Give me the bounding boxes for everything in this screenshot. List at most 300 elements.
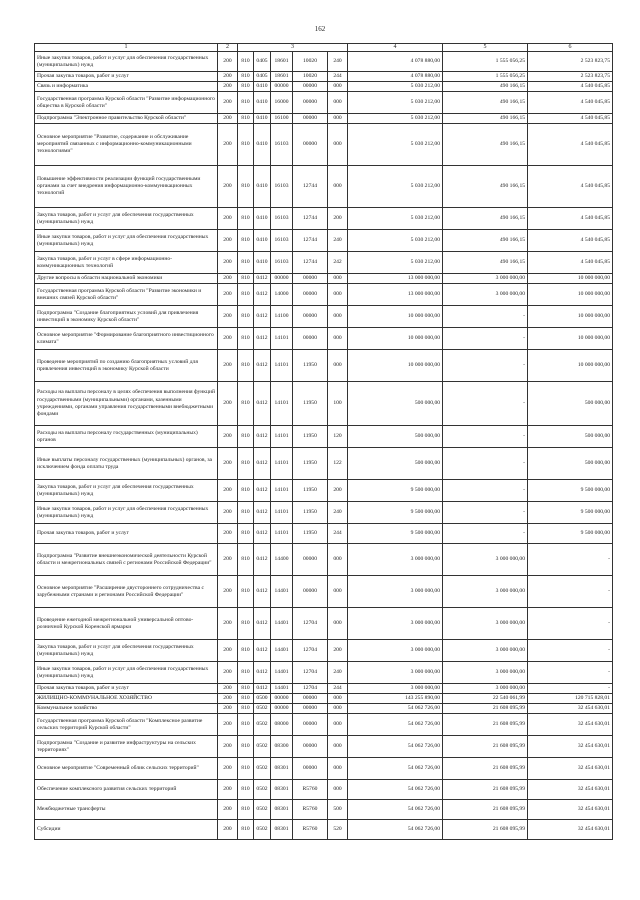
code-cell: 810 [238,82,254,92]
code-cell: 810 [238,72,254,82]
row-name: Другие вопросы в области национальной экономики [35,274,218,284]
table-row [35,694,613,704]
code-cell: R5760 [293,800,328,820]
table-row [35,82,613,92]
amount-cell: - [528,608,613,640]
code-cell: 000 [328,704,348,714]
code-cell: 200 [218,800,238,820]
table-row [35,274,613,284]
code-cell: 14101 [271,382,293,426]
code-cell: 000 [328,780,348,800]
amount-cell: 490 166,15 [443,252,528,274]
table-row [35,524,613,544]
amount-cell: 120 715 828,01 [528,694,613,704]
amount-cell: 9 500 000,00 [348,502,443,524]
code-cell: 200 [218,704,238,714]
row-name: Подпрограмма "Развитие внешнеэкономической деятельности Курской области и межрегиональных связей с регионами Российской Федерации" [35,544,218,576]
amount-cell: 3 000 000,00 [348,608,443,640]
amount-cell: - [443,448,528,480]
code-cell: 16103 [271,230,293,252]
code-cell: 810 [238,448,254,480]
code-cell: 08301 [271,758,293,780]
code-cell: 000 [328,328,348,350]
code-cell: 200 [218,448,238,480]
code-cell: 14101 [271,426,293,448]
row-name: Закупка товаров, работ и услуг для обеспечения государственных (муниципальных) нужд [35,208,218,230]
amount-cell: 9 500 000,00 [528,524,613,544]
code-cell: 200 [218,780,238,800]
code-cell: 200 [218,52,238,72]
amount-cell: - [443,328,528,350]
code-cell: 200 [218,640,238,662]
amount-cell: 490 166,15 [443,82,528,92]
code-cell: 244 [328,524,348,544]
amount-cell: 21 608 095,99 [443,736,528,758]
code-cell: 810 [238,426,254,448]
code-cell: 200 [218,284,238,306]
code-cell: 08301 [271,780,293,800]
code-cell: 200 [218,230,238,252]
code-cell: 200 [218,82,238,92]
table-row [35,608,613,640]
code-cell: 11950 [293,480,328,502]
code-cell: 200 [218,684,238,694]
amount-cell: 10 000 000,00 [528,328,613,350]
amount-cell: 4 540 045,85 [528,208,613,230]
code-cell: 500 [328,800,348,820]
amount-cell: 4 078 880,00 [348,52,443,72]
amount-cell: 5 030 212,00 [348,114,443,124]
code-cell: 200 [218,694,238,704]
amount-cell: 3 000 000,00 [348,662,443,684]
code-cell: 08000 [271,714,293,736]
code-cell: 11950 [293,448,328,480]
code-cell: 14401 [271,662,293,684]
row-name: Государственная программа Курской области "Развитие экономики и внешних связей Курской области" [35,284,218,306]
table-row [35,800,613,820]
amount-cell: 490 166,15 [443,208,528,230]
code-cell: 810 [238,208,254,230]
amount-cell: 1 555 056,25 [443,52,528,72]
row-name: Подпрограмма "Электронное правительство Курской области" [35,114,218,124]
table-row [35,502,613,524]
amount-cell: 4 540 045,85 [528,124,613,166]
code-cell: 14400 [271,544,293,576]
header-cell: 3 [238,44,348,52]
amount-cell: 13 000 000,00 [348,284,443,306]
code-cell: R5760 [293,820,328,840]
code-cell: 00000 [293,124,328,166]
code-cell: 0502 [254,800,271,820]
code-cell: 200 [218,820,238,840]
code-cell: 200 [218,480,238,502]
amount-cell: 32 454 630,01 [528,800,613,820]
code-cell: 200 [218,166,238,208]
amount-cell: 9 500 000,00 [528,502,613,524]
code-cell: 00000 [293,736,328,758]
code-cell: 240 [328,662,348,684]
table-row [35,820,613,840]
code-cell: 200 [328,480,348,502]
table-row [35,350,613,382]
row-name: Иные выплаты персоналу государственных (муниципальных) органов, за исключением фонда оплаты труда [35,448,218,480]
header-cell: 1 [35,44,218,52]
code-cell: 810 [238,252,254,274]
amount-cell: 3 000 000,00 [443,640,528,662]
code-cell: 244 [328,72,348,82]
code-cell: 00000 [271,704,293,714]
code-cell: 810 [238,114,254,124]
code-cell: 0412 [254,608,271,640]
code-cell: 0412 [254,502,271,524]
code-cell: 14401 [271,684,293,694]
code-cell: 200 [218,736,238,758]
code-cell: 11950 [293,502,328,524]
table-row [35,544,613,576]
code-cell: 14000 [271,284,293,306]
code-cell: 16103 [271,166,293,208]
code-cell: 0412 [254,576,271,608]
code-cell: 0412 [254,544,271,576]
code-cell: 18601 [271,52,293,72]
code-cell: 00000 [293,82,328,92]
row-name: Основное мероприятие "Развитие, содержание и обслуживание мероприятий связанных с информационно-коммуникационными технологиями" [35,124,218,166]
code-cell: 810 [238,758,254,780]
code-cell: R5760 [293,780,328,800]
amount-cell: 10 000 000,00 [348,328,443,350]
code-cell: 200 [218,758,238,780]
amount-cell: 3 000 000,00 [348,576,443,608]
code-cell: 200 [218,544,238,576]
code-cell: 14101 [271,328,293,350]
code-cell: 00000 [293,544,328,576]
code-cell: 200 [218,524,238,544]
amount-cell: 4 540 045,85 [528,82,613,92]
header-cell: 2 [218,44,238,52]
amount-cell: 9 500 000,00 [348,480,443,502]
code-cell: 14101 [271,448,293,480]
code-cell: 11950 [293,524,328,544]
code-cell: 000 [328,758,348,780]
row-name: Подпрограмма "Создание благоприятных условий для привлечения инвестиций в экономику Курской области" [35,306,218,328]
amount-cell: 4 540 045,85 [528,166,613,208]
code-cell: 00000 [271,694,293,704]
code-cell: 000 [328,576,348,608]
amount-cell: 54 062 726,00 [348,704,443,714]
amount-cell: 54 062 726,00 [348,736,443,758]
amount-cell: 54 062 726,00 [348,758,443,780]
code-cell: 810 [238,684,254,694]
code-cell: 200 [218,576,238,608]
amount-cell: 54 062 726,00 [348,800,443,820]
code-cell: 0412 [254,448,271,480]
amount-cell: 3 000 000,00 [348,684,443,694]
code-cell: 810 [238,480,254,502]
row-name: Проведение ежегодной межрегиональной универсальной оптово-розничной Курской Коренской ярмарки [35,608,218,640]
code-cell: 810 [238,704,254,714]
code-cell: 08301 [271,820,293,840]
code-cell: 810 [238,736,254,758]
code-cell: 242 [328,252,348,274]
code-cell: 240 [328,230,348,252]
code-cell: 12704 [293,684,328,694]
table-row [35,736,613,758]
amount-cell: 5 030 212,00 [348,166,443,208]
row-name: Повышение эффективности реализации функций государственными органами за счет внедрения информационно-коммуникационных технологий [35,166,218,208]
amount-cell: 3 000 000,00 [443,576,528,608]
amount-cell: 21 608 095,99 [443,758,528,780]
amount-cell: 21 608 095,99 [443,820,528,840]
amount-cell: 3 000 000,00 [443,608,528,640]
code-cell: 122 [328,448,348,480]
code-cell: 0412 [254,524,271,544]
table-row [35,208,613,230]
code-cell: 810 [238,662,254,684]
amount-cell: 490 166,15 [443,230,528,252]
amount-cell: 500 000,00 [348,426,443,448]
code-cell: 810 [238,350,254,382]
amount-cell: 4 540 045,85 [528,114,613,124]
amount-cell: - [528,684,613,694]
row-name: Закупка товаров, работ и услуг для обеспечения государственных (муниципальных) нужд [35,640,218,662]
code-cell: 00000 [293,92,328,114]
code-cell: 0410 [254,114,271,124]
table-row [35,230,613,252]
amount-cell: 5 030 212,00 [348,208,443,230]
row-name: Связь и информатика [35,82,218,92]
table-row [35,72,613,82]
code-cell: 0500 [254,694,271,704]
code-cell: 11950 [293,350,328,382]
amount-cell: 5 030 212,00 [348,252,443,274]
table-row [35,426,613,448]
code-cell: 0412 [254,662,271,684]
code-cell: 200 [218,662,238,684]
code-cell: 00000 [293,694,328,704]
code-cell: 0412 [254,274,271,284]
amount-cell: 3 000 000,00 [443,274,528,284]
table-row [35,92,613,114]
amount-cell: 2 523 823,75 [528,52,613,72]
code-cell: 810 [238,800,254,820]
code-cell: 240 [328,502,348,524]
code-cell: 0412 [254,306,271,328]
amount-cell: 32 454 630,01 [528,714,613,736]
amount-cell: 4 078 880,00 [348,72,443,82]
code-cell: 0502 [254,704,271,714]
table-row [35,166,613,208]
amount-cell: 54 062 726,00 [348,780,443,800]
code-cell: 200 [328,640,348,662]
table-row [35,662,613,684]
table-row [35,714,613,736]
amount-cell: 21 608 095,99 [443,704,528,714]
amount-cell: - [528,544,613,576]
row-name: Иные закупки товаров, работ и услуг для обеспечения государственных (муниципальных) нужд [35,230,218,252]
amount-cell: - [443,502,528,524]
row-name: Проведение мероприятий по созданию благоприятных условий для привлечения инвестиций в экономику Курской области [35,350,218,382]
table-row [35,124,613,166]
code-cell: 00000 [271,274,293,284]
code-cell: 200 [218,306,238,328]
row-name: Прочая закупка товаров, работ и услуг [35,684,218,694]
amount-cell: 21 608 095,99 [443,800,528,820]
amount-cell: 54 062 726,00 [348,820,443,840]
amount-cell: 3 000 000,00 [443,284,528,306]
code-cell: 0405 [254,72,271,82]
amount-cell: 22 540 061,99 [443,694,528,704]
code-cell: 14101 [271,524,293,544]
code-cell: 810 [238,230,254,252]
row-name: Основное мероприятие "Расширение двустороннего сотрудничества с зарубежными странами и регионами Российской Федерации" [35,576,218,608]
code-cell: 00000 [293,274,328,284]
code-cell: 000 [328,166,348,208]
amount-cell: 3 000 000,00 [443,662,528,684]
code-cell: 0410 [254,92,271,114]
code-cell: 12704 [293,640,328,662]
table-row [35,306,613,328]
code-cell: 0502 [254,820,271,840]
code-cell: 200 [218,502,238,524]
code-cell: 00000 [293,114,328,124]
code-cell: 120 [328,426,348,448]
code-cell: 16103 [271,208,293,230]
code-cell: 200 [218,328,238,350]
amount-cell: - [443,350,528,382]
code-cell: 16103 [271,124,293,166]
amount-cell: 10 000 000,00 [528,350,613,382]
amount-cell: 143 255 890,00 [348,694,443,704]
code-cell: 14401 [271,640,293,662]
row-name: Закупка товаров, работ и услуг для обеспечения государственных (муниципальных) нужд [35,480,218,502]
amount-cell: - [528,576,613,608]
code-cell: 0412 [254,480,271,502]
amount-cell: 490 166,15 [443,124,528,166]
amount-cell: 490 166,15 [443,114,528,124]
code-cell: 000 [328,114,348,124]
code-cell: 200 [218,252,238,274]
amount-cell: 500 000,00 [348,448,443,480]
code-cell: 0412 [254,284,271,306]
code-cell: 0412 [254,640,271,662]
table-row [35,780,613,800]
code-cell: 810 [238,694,254,704]
code-cell: 08301 [271,800,293,820]
code-cell: 810 [238,284,254,306]
table-row [35,382,613,426]
code-cell: 0502 [254,714,271,736]
code-cell: 810 [238,274,254,284]
code-cell: 00000 [293,284,328,306]
code-cell: 000 [328,350,348,382]
table-row [35,684,613,694]
code-cell: 16100 [271,114,293,124]
code-cell: 810 [238,576,254,608]
row-name: Расходы на выплаты персоналу в целях обеспечения выполнения функций государственными (муниципальными) органами, казенными учреждениями, органами управления государственными внебюджетными фондами [35,382,218,426]
table-row [35,284,613,306]
code-cell: 200 [218,608,238,640]
amount-cell: - [443,524,528,544]
amount-cell: 3 000 000,00 [348,640,443,662]
code-cell: 810 [238,544,254,576]
table-row [35,576,613,608]
code-cell: 0502 [254,736,271,758]
code-cell: 000 [328,124,348,166]
amount-cell: 4 540 045,85 [528,252,613,274]
row-name: Иные закупки товаров, работ и услуг для обеспечения государственных (муниципальных) нужд [35,52,218,72]
amount-cell: 4 540 045,85 [528,92,613,114]
code-cell: 00000 [293,758,328,780]
code-cell: 244 [328,684,348,694]
amount-cell: - [443,480,528,502]
code-cell: 14101 [271,502,293,524]
code-cell: 12744 [293,208,328,230]
code-cell: 0412 [254,684,271,694]
code-cell: 12744 [293,166,328,208]
code-cell: 10020 [293,72,328,82]
amount-cell: - [528,662,613,684]
code-cell: 0410 [254,124,271,166]
code-cell: 16000 [271,92,293,114]
code-cell: 11950 [293,382,328,426]
table-row [35,328,613,350]
amount-cell: 5 030 212,00 [348,92,443,114]
amount-cell: 54 062 726,00 [348,714,443,736]
amount-cell: 10 000 000,00 [528,306,613,328]
code-cell: 00000 [293,714,328,736]
amount-cell: 490 166,15 [443,166,528,208]
amount-cell: 13 000 000,00 [348,274,443,284]
budget-table [34,43,613,840]
code-cell: 200 [328,208,348,230]
amount-cell: - [443,426,528,448]
code-cell: 14100 [271,306,293,328]
code-cell: 000 [328,694,348,704]
row-name: Основное мероприятие "Современный облик сельских территорий" [35,758,218,780]
page-number: 162 [314,25,326,33]
row-name: Субсидии [35,820,218,840]
amount-cell: 32 454 630,01 [528,758,613,780]
row-name: Государственная программа Курской области "Развитие информационного общества в Курской области" [35,92,218,114]
amount-cell: 10 000 000,00 [348,306,443,328]
table-row [35,448,613,480]
amount-cell: 3 000 000,00 [348,544,443,576]
amount-cell: 9 500 000,00 [348,524,443,544]
code-cell: 000 [328,274,348,284]
code-cell: 200 [218,382,238,426]
code-cell: 810 [238,524,254,544]
code-cell: 18601 [271,72,293,82]
code-cell: 810 [238,608,254,640]
amount-cell: 2 523 823,75 [528,72,613,82]
code-cell: 12704 [293,608,328,640]
code-cell: 0410 [254,82,271,92]
code-cell: 0502 [254,758,271,780]
code-cell: 0502 [254,780,271,800]
code-cell: 0412 [254,328,271,350]
code-cell: 200 [218,714,238,736]
code-cell: 200 [218,426,238,448]
code-cell: 000 [328,544,348,576]
amount-cell: 5 030 212,00 [348,82,443,92]
code-cell: 810 [238,502,254,524]
code-cell: 0412 [254,426,271,448]
code-cell: 810 [238,328,254,350]
table-row [35,52,613,72]
row-name: Коммунальное хозяйство [35,704,218,714]
code-cell: 200 [218,124,238,166]
code-cell: 200 [218,114,238,124]
